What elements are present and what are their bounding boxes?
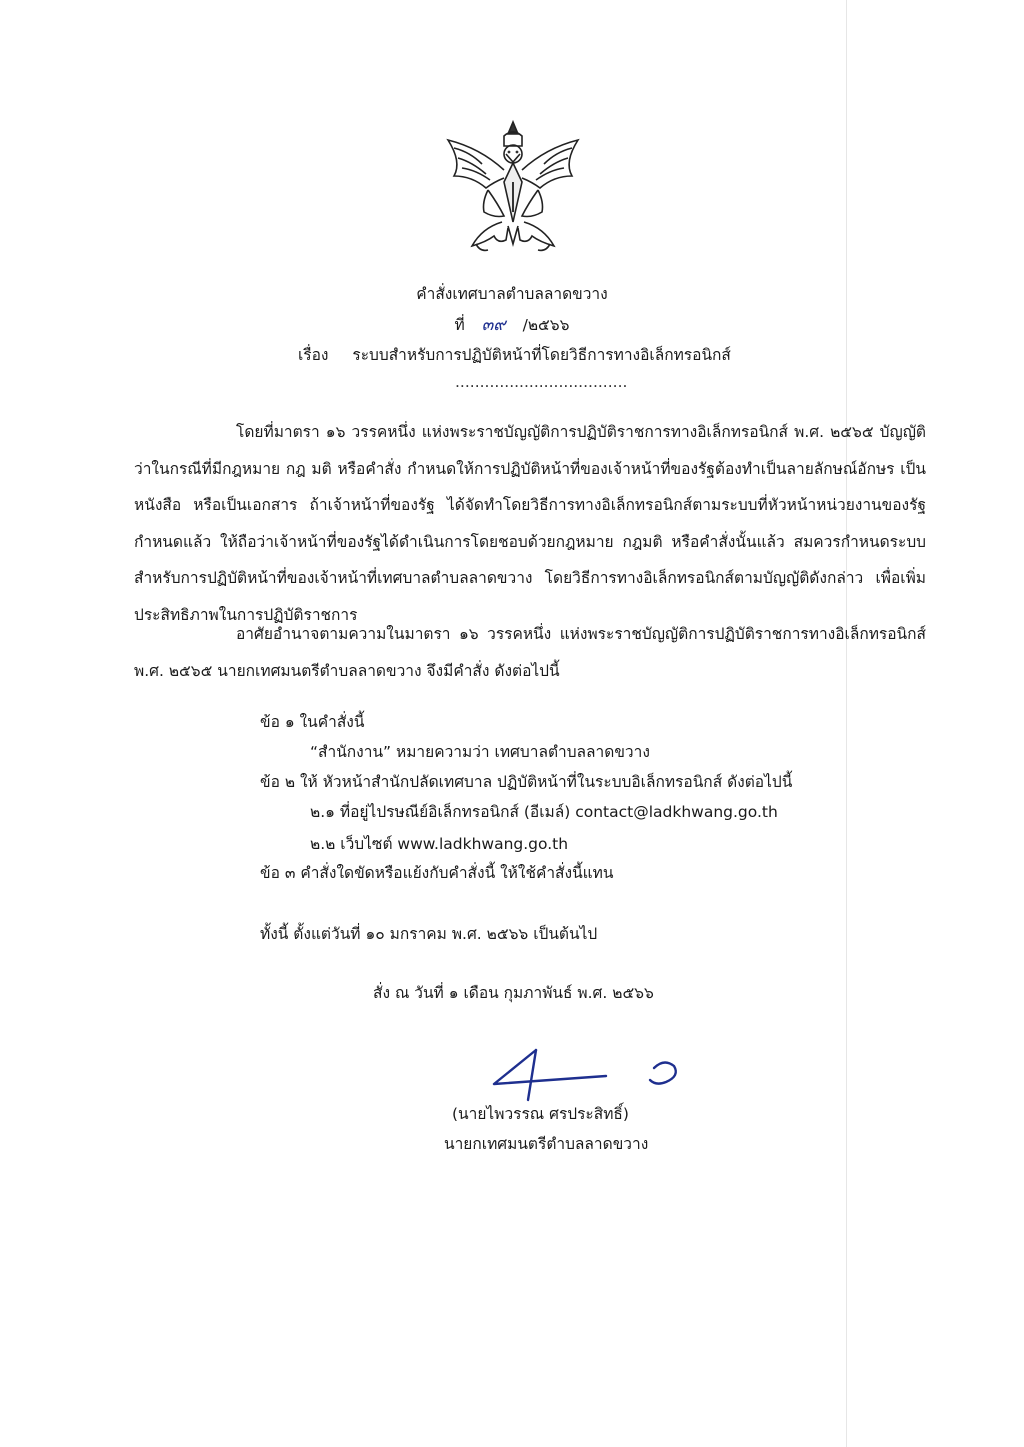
handwritten-signature [488, 1046, 688, 1102]
body-paragraph-1: โดยที่มาตรา ๑๖ วรรคหนึ่ง แห่งพระราชบัญญัติการปฏิบัติราชการทางอิเล็กทรอนิกส์ พ.ศ. ๒๕๖๕ บัญญัติว่าในกรณีที่มีกฎหมาย กฎ มติ หรือคำสั่ง กำหนดให้การปฏิบัติหน้าที่ของเจ้าหน้าที่ของรัฐต้องทำเป็นลายลักษณ์อักษร เป็นหนังสือ หรือเป็นเอกสาร ถ้าเจ้าหน้าที่ของรัฐ ได้จัดทำโดยวิธีการทางอิเล็กทรอนิกส์ตามระบบที่หัวหน้าหน่วยงานของรัฐกำหนดแล้ว ให้ถือว่าเจ้าหน้าที่ของรัฐได้ดำเนินการโดยชอบด้วยกฎหมาย กฎมติ หรือคำสั่งนั้นแล้ว สมควรกำหนดระบบสำหรับการปฏิบัติหน้าที่ของเจ้าหน้าที่เทศบาลตำบลลาดขวาง โดยวิธีการทางอิเล็กทรอนิกส์ตามบัญญัติดังกล่าว เพื่อเพิ่มประสิทธิภาพในการปฏิบัติราชการ [134, 423, 926, 624]
signatory-position: นายกเทศมนตรีตำบลลาดขวาง [444, 1135, 649, 1153]
garuda-emblem-icon [442, 118, 584, 258]
clause-3: ข้อ ๓ คำสั่งใดขัดหรือแย้งกับคำสั่งนี้ ให้ใช้คำสั่งนี้แทน [260, 864, 614, 882]
clause-1: ข้อ ๑ ในคำสั่งนี้ [260, 713, 365, 731]
order-date: สั่ง ณ วันที่ ๑ เดือน กุมภาพันธ์ พ.ศ. ๒๕๖๖ [373, 984, 654, 1002]
effective-date: ทั้งนี้ ตั้งแต่วันที่ ๑๐ มกราคม พ.ศ. ๒๕๖๖ เป็นต้นไป [260, 925, 598, 943]
order-title: คำสั่งเทศบาลตำบลลาดขวาง [416, 285, 608, 303]
scan-fold-line [846, 0, 847, 1447]
body-paragraph-2: อาศัยอำนาจตามความในมาตรา ๑๖ วรรคหนึ่ง แห่งพระราชบัญญัติการปฏิบัติราชการทางอิเล็กทรอนิกส์ พ.ศ. ๒๕๖๕ นายกเทศมนตรีตำบลลาดขวาง จึงมีคำสั่ง ดังต่อไปนี้ [134, 625, 926, 680]
order-number [0, 315, 1024, 335]
signatory-name: (นายไพวรรณ ศรประสิทธิ์) [452, 1105, 629, 1123]
order-number-handwritten: ๓๙ [481, 315, 506, 335]
subject-text: ระบบสำหรับการปฏิบัติหน้าที่โดยวิธีการทางอิเล็กทรอนิกส์ [352, 346, 731, 364]
clause-2-2-website: ๒.๒ เว็บไซต์ www.ladkhwang.go.th [310, 835, 569, 853]
subject-underline-dots: ................................... [455, 373, 628, 391]
order-number-prefix: ที่ [454, 316, 465, 334]
clause-2: ข้อ ๒ ให้ หัวหน้าสำนักปลัดเทศบาล ปฏิบัติหน้าที่ในระบบอิเล็กทรอนิกส์ ดังต่อไปนี้ [260, 773, 793, 791]
subject-label: เรื่อง [298, 346, 329, 364]
order-number-suffix: /๒๕๖๖ [522, 316, 570, 334]
clause-2-1-email: ๒.๑ ที่อยู่ไปรษณีย์อิเล็กทรอนิกส์ (อีเมล์) contact@ladkhwang.go.th [310, 803, 778, 821]
clause-1-definition: “สำนักงาน” หมายความว่า เทศบาลตำบลลาดขวาง [310, 743, 650, 761]
order-subject [298, 345, 731, 365]
